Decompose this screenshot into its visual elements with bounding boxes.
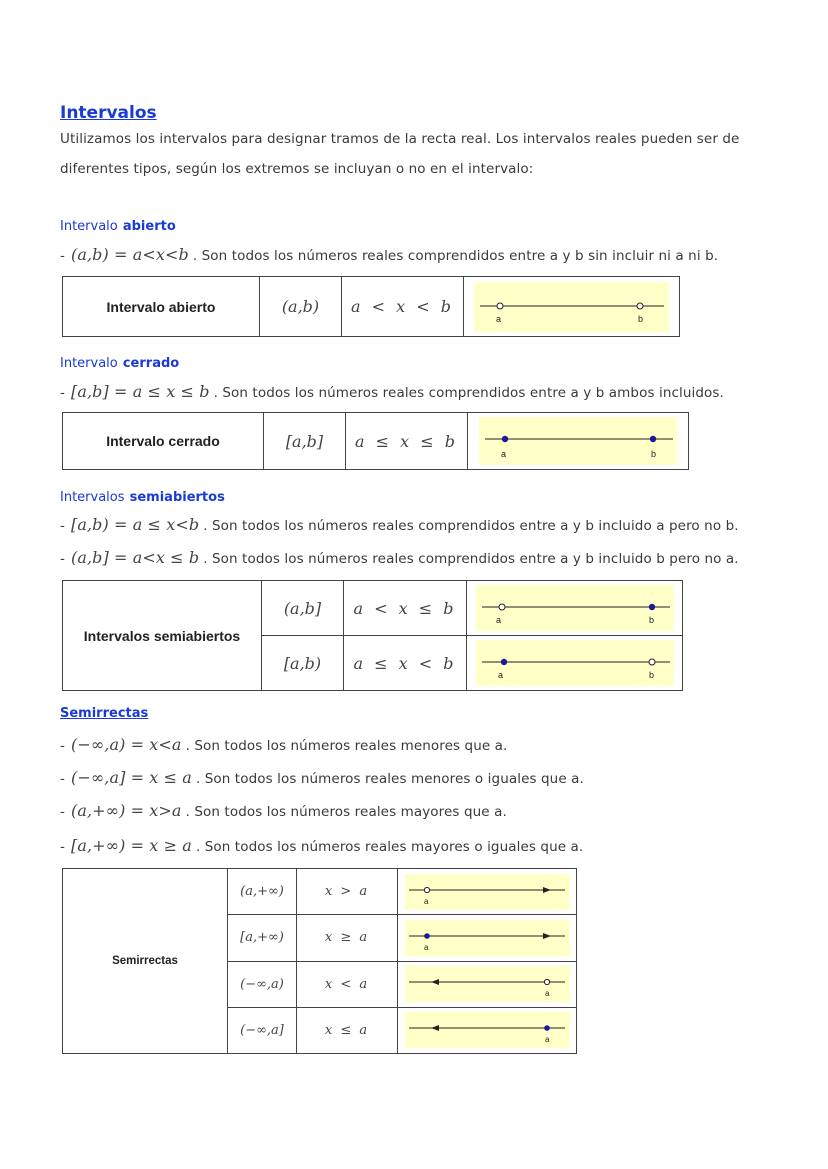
open-point-a [497, 303, 503, 309]
closed-math: [a,b] = a ≤ x ≤ b [70, 382, 210, 401]
half-math-2: (a,b] = a<x ≤ b [70, 548, 200, 567]
dash: - [60, 738, 65, 754]
half-row1-point-a [499, 604, 505, 610]
open-number-line [474, 282, 669, 332]
rays-row4-numberline [398, 1007, 577, 1053]
closed-heading-a: Intervalo [60, 356, 118, 371]
rays-row2-number-line [405, 920, 570, 956]
rays-definition-2 [60, 768, 584, 787]
rays-row3-label: a [544, 989, 549, 999]
rays-row1-point [424, 887, 429, 892]
rays-row3-notation: (−∞,a) [228, 961, 297, 1007]
open-table [62, 276, 680, 337]
half-table-label: Intervalos semiabiertos [63, 581, 262, 691]
closed-table-inequality: a ≤ x ≤ b [346, 413, 468, 470]
closed-definition [60, 382, 724, 401]
rays-heading: Semirrectas [60, 706, 149, 721]
closed-heading [60, 352, 179, 371]
rays-row2-inequality: x ≥ a [297, 915, 398, 961]
half-table [62, 580, 683, 691]
closed-table-label: Intervalo cerrado [63, 413, 264, 470]
half-row1-numberline [467, 581, 683, 636]
rays-row3-numberline [398, 961, 577, 1007]
rays-text-1: . Son todos los números reales menores que a. [185, 738, 508, 754]
half-row2-number-line [476, 640, 674, 686]
rays-table [62, 868, 577, 1054]
half-text-2: . Son todos los números reales comprendidos entre a y b incluido b pero no a. [203, 551, 739, 567]
open-math: (a,b) = a<x<b [70, 245, 189, 264]
rays-definition-3 [60, 801, 507, 820]
closed-point-b [650, 436, 656, 442]
rays-row2-numberline [398, 915, 577, 961]
half-heading-a: Intervalos [60, 490, 125, 505]
closed-label-a: a [501, 449, 507, 459]
half-math-1: [a,b) = a ≤ x<b [70, 515, 200, 534]
rays-row2-point [424, 933, 430, 939]
dash: - [60, 248, 65, 264]
half-text-1: . Son todos los números reales comprendidos entre a y b incluido a pero no b. [203, 518, 739, 534]
open-table-numberline [464, 277, 680, 337]
closed-point-a [502, 436, 508, 442]
half-definition-2 [60, 548, 739, 567]
open-point-b [637, 303, 643, 309]
intro-line-2: diferentes tipos, según los extremos se incluyan o no en el intervalo: [60, 161, 534, 177]
rays-row1-label: a [423, 896, 428, 906]
rays-row4-notation: (−∞,a] [228, 1007, 297, 1053]
closed-table [62, 412, 689, 470]
open-table-notation: (a,b) [260, 277, 342, 337]
half-row1-label-a: a [495, 615, 501, 625]
half-row2-numberline [467, 636, 683, 691]
dash: - [60, 385, 65, 401]
half-row1-notation: (a,b] [262, 581, 344, 636]
rays-row1-notation: (a,+∞) [228, 869, 297, 915]
rays-row3-inequality: x < a [297, 961, 398, 1007]
open-label-a: a [496, 313, 502, 324]
half-row1-label-b: b [648, 615, 654, 625]
rays-math-4: [a,+∞) = x ≥ a [70, 836, 192, 855]
half-row2-inequality: a ≤ x < b [344, 636, 467, 691]
half-definition-1 [60, 515, 739, 534]
open-text: . Son todos los números reales comprendidos entre a y b sin incluir ni a ni b. [192, 248, 719, 264]
dash: - [60, 771, 65, 787]
rays-row4-inequality: x ≤ a [297, 1007, 398, 1053]
rays-row4-label: a [544, 1035, 549, 1045]
closed-text: . Son todos los números reales comprendidos entre a y b ambos incluidos. [213, 385, 724, 401]
rays-definition-1 [60, 735, 507, 754]
half-row1-number-line [476, 585, 674, 631]
half-row2-label-b: b [648, 670, 654, 680]
rays-definition-4 [60, 836, 583, 855]
rays-row4-point [544, 1026, 550, 1032]
rays-text-2: . Son todos los números reales menores o iguales que a. [195, 771, 584, 787]
closed-table-numberline [468, 413, 689, 470]
rays-math-1: (−∞,a) = x<a [70, 735, 182, 754]
open-definition [60, 245, 718, 264]
rays-math-2: (−∞,a] = x ≤ a [70, 768, 192, 787]
half-row1-point-b [648, 604, 654, 610]
rays-row2-notation: [a,+∞) [228, 915, 297, 961]
open-heading [60, 215, 176, 234]
open-label-b: b [638, 313, 644, 324]
rays-text-3: . Son todos los números reales mayores que a. [185, 804, 507, 820]
open-table-inequality: a < x < b [342, 277, 464, 337]
rays-row2-label: a [423, 942, 428, 952]
half-row2-point-b [649, 659, 655, 665]
half-heading [60, 486, 225, 505]
rays-row1-number-line [405, 874, 570, 910]
rays-row3-point [544, 980, 549, 985]
closed-number-line [479, 417, 677, 465]
rays-row3-number-line [405, 966, 570, 1002]
half-row2-point-a [500, 659, 506, 665]
open-heading-b: abierto [122, 219, 176, 234]
page-title: Intervalos [60, 103, 157, 123]
rays-table-label: Semirrectas [63, 869, 228, 1054]
half-row2-label-a: a [497, 670, 503, 680]
rays-row1-numberline [398, 869, 577, 915]
dash: - [60, 804, 65, 820]
half-row2-notation: [a,b) [262, 636, 344, 691]
rays-math-3: (a,+∞) = x>a [70, 801, 182, 820]
rays-row4-number-line [405, 1012, 570, 1048]
half-row1-inequality: a < x ≤ b [344, 581, 467, 636]
dash: - [60, 551, 65, 567]
intro-line-1: Utilizamos los intervalos para designar tramos de la recta real. Los intervalos reales pueden ser de [60, 131, 740, 147]
dash: - [60, 839, 65, 855]
open-table-label: Intervalo abierto [63, 277, 260, 337]
closed-heading-b: cerrado [122, 356, 180, 371]
closed-table-notation: [a,b] [264, 413, 346, 470]
rays-row1-inequality: x > a [297, 869, 398, 915]
half-heading-b: semiabiertos [129, 490, 225, 505]
dash: - [60, 518, 65, 534]
rays-text-4: . Son todos los números reales mayores o iguales que a. [195, 839, 584, 855]
closed-label-b: b [651, 449, 657, 459]
open-heading-a: Intervalo [60, 219, 118, 234]
